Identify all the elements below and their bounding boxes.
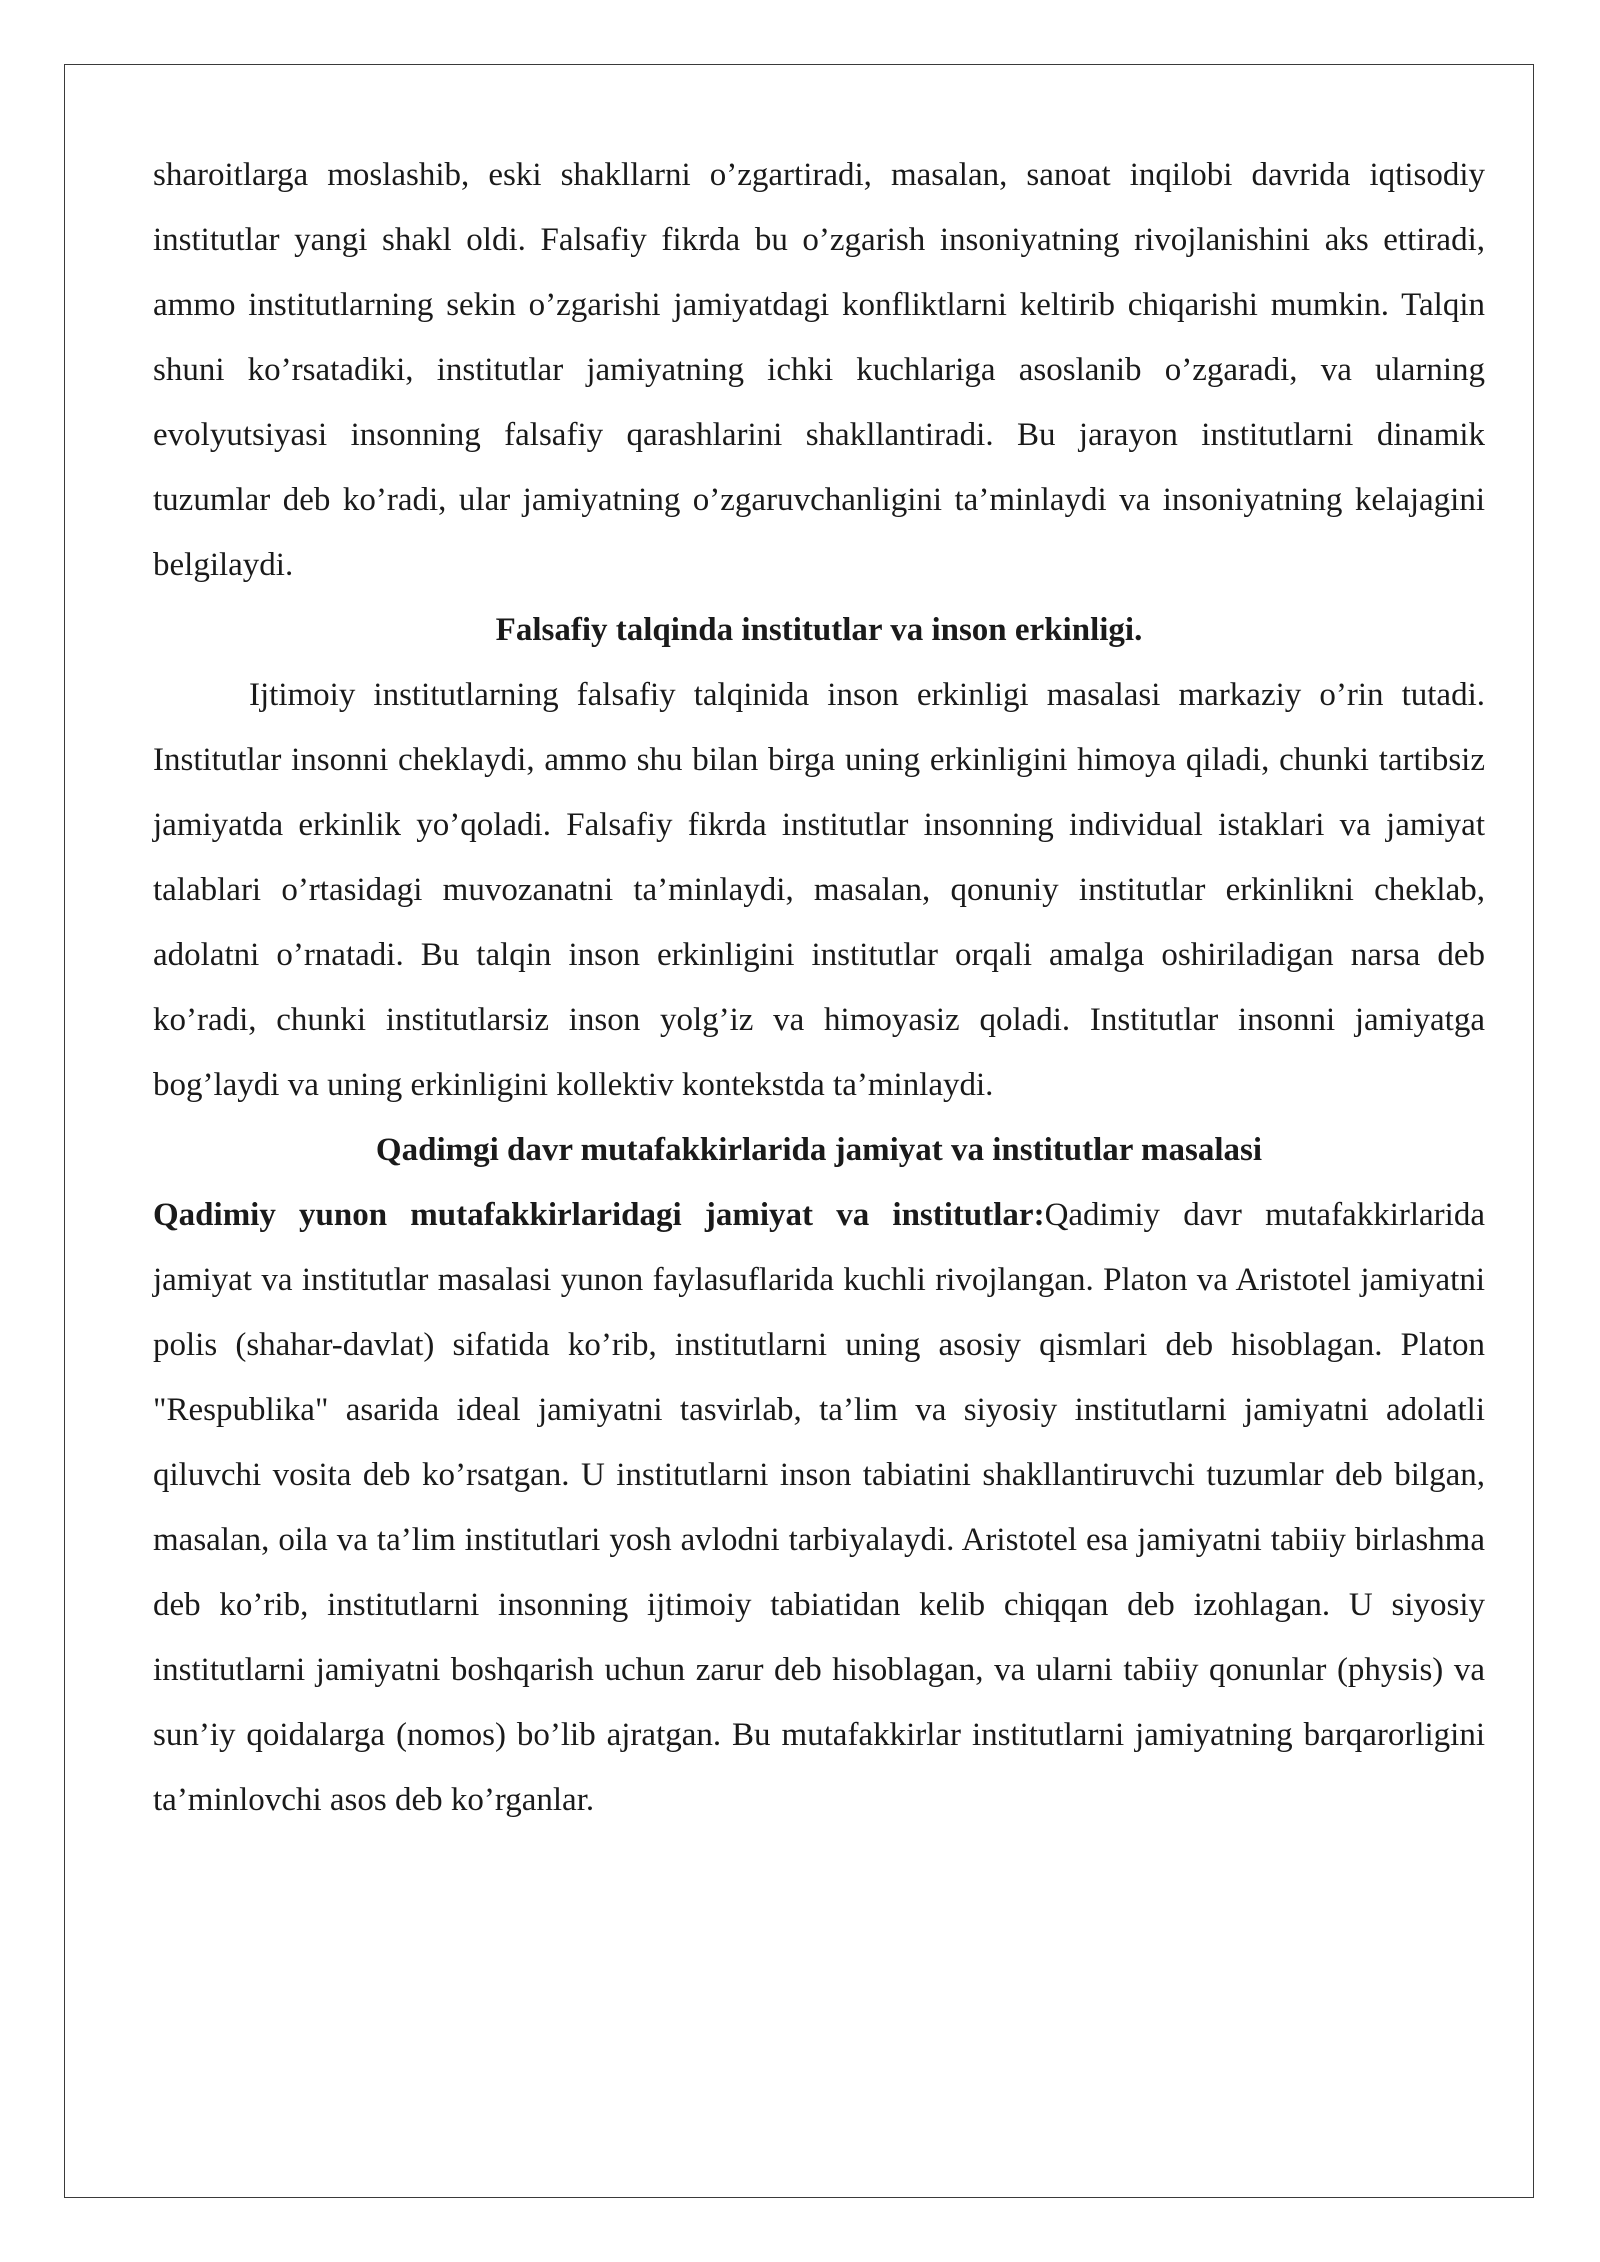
section-heading-ancient-thinkers: Qadimgi davr mutafakkirlarida jamiyat va institutlar masalasi <box>375 1132 1263 1168</box>
paragraph-freedom: Ijtimoiy institutlarning falsafiy talqinida inson erkinligi masalasi markaziy o’rin tutadi. Institutlar insonni cheklaydi, ammo shu bilan birga uning erkinligini himoya qiladi, chunki tartibsiz jamiyatda erkinlik yo’qoladi. Falsafiy fikrda institutlar insonning individual istaklari va jamiyat talablari o’rtasidagi muvozanatni ta’minlaydi, masalan, qonuniy institutlar erkinlikni cheklab, adolatni o’rnatadi. Bu talqin inson erkinligini institutlar orqali amalga oshiriladigan narsa deb ko’radi, chunki institutlarsiz inson yolg’iz va himoyasiz qoladi. Institutlar insonni jamiyatga bog’laydi va uning erkinligini kollektiv kontekstda ta’minlaydi. <box>153 677 1485 1103</box>
paragraph-continuation: sharoitlarga moslashib, eski shakllarni o’zgartiradi, masalan, sanoat inqilobi davrida iqtisodiy institutlar yangi shakl oldi. Falsafiy fikrda bu o’zgarish insoniyatning rivojlanishini aks ettiradi, ammo institutlarning sekin o’zgarishi jamiyatdagi konfliktlarni keltirib chiqarishi mumkin. Talqin shuni ko’rsatadiki, institutlar jamiyatning ichki kuchlariga asoslanib o’zgaradi, va ularning evolyutsiyasi insonning falsafiy qarashlarini shakllantiradi. Bu jarayon institutlarni dinamik tuzumlar deb ko’radi, ular jamiyatning o’zgaruvchanligini ta’minlaydi va insoniyatning kelajagini belgilaydi. <box>153 157 1485 583</box>
run-in-heading-greek: Qadimiy yunon mutafakkirlaridagi jamiyat va institutlar: <box>153 1197 1045 1233</box>
paragraph-greek-text: Qadimiy davr mutafakkirlarida jamiyat va institutlar masalasi yunon faylasuflarida kuchli rivojlangan. Platon va Aristotel jamiyatni polis (shahar-davlat) sifatida ko’rib, institutlarni uning asosiy qismlari deb hisoblagan. Platon "Respublika" asarida ideal jamiyatni tasvirlab, ta’lim va siyosiy institutlarni jamiyatni adolatli qiluvchi vosita deb ko’rsatgan. U institutlarni inson tabiatini shakllantiruvchi tuzumlar deb bilgan, masalan, oila va ta’lim institutlari yosh avlodni tarbiyalaydi. Aristotel esa jamiyatni tabiiy birlashma deb ko’rib, institutlarni insonning ijtimoiy tabiatidan kelib chiqqan deb izohlagan. U siyosiy institutlarni jamiyatni boshqarish uchun zarur deb hisoblagan, va ularni tabiiy qonunlar (physis) va sun’iy qoidalarga (nomos) bo’lib ajratgan. Bu mutafakkirlar institutlarni jamiyatning barqarorligini ta’minlovchi asos deb ko’rganlar. <box>153 1197 1485 1818</box>
document-body <box>153 143 1485 1833</box>
paragraph-greek-thinkers <box>153 1183 1485 1833</box>
section-heading-freedom: Falsafiy talqinda institutlar va inson erkinligi. <box>495 612 1143 648</box>
